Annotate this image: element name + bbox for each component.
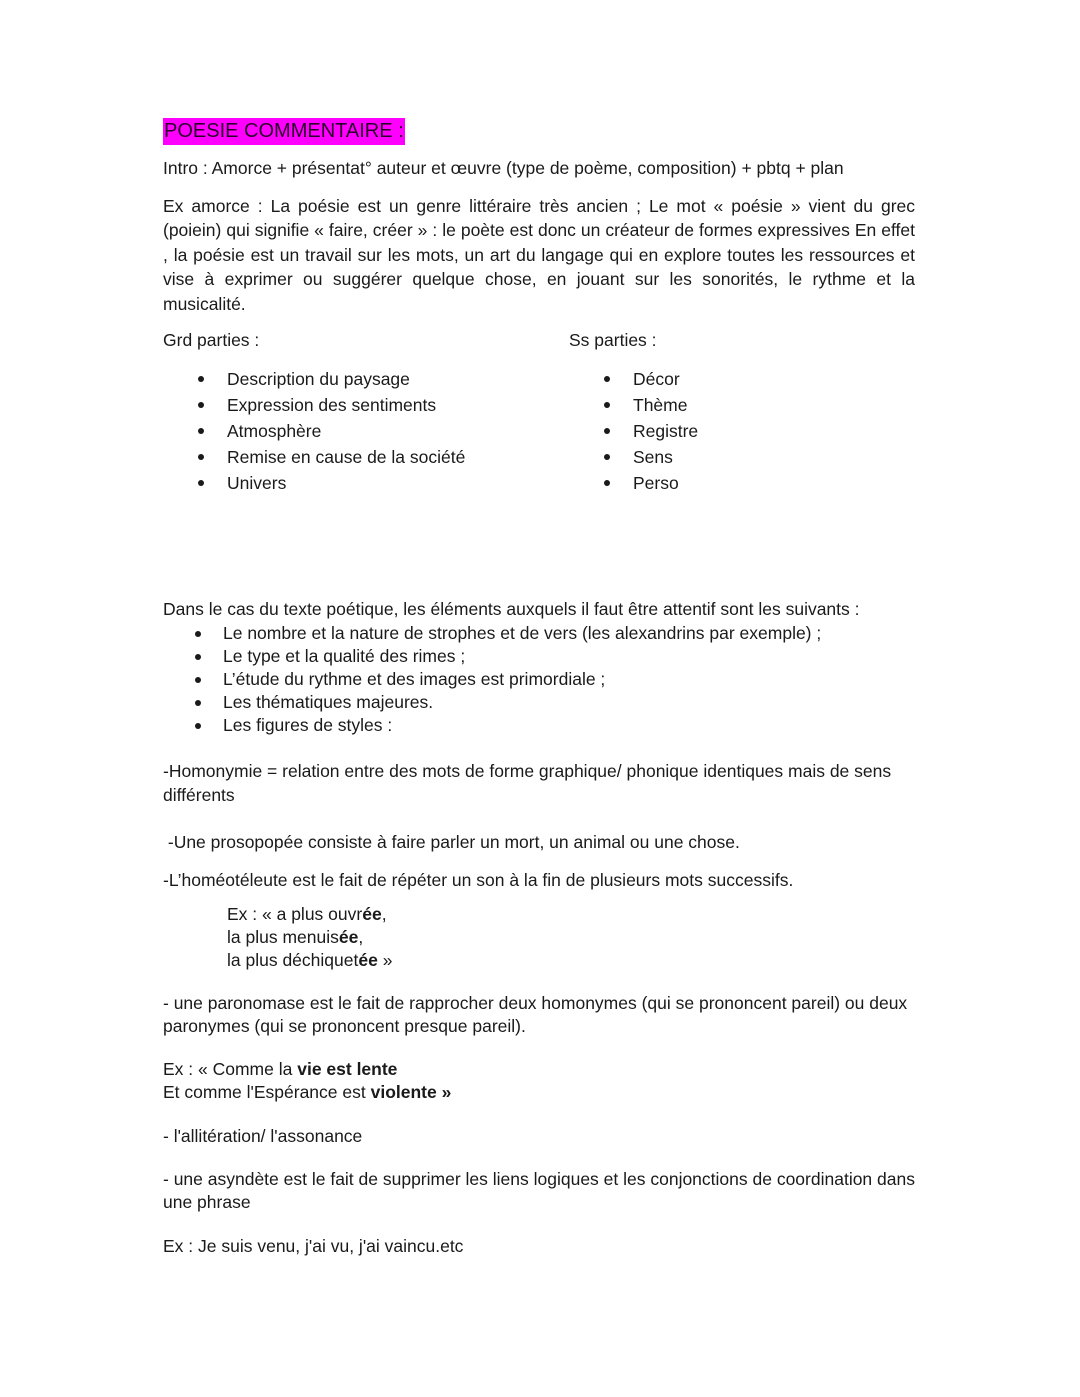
list-item: Le type et la qualité des rimes ; [163, 645, 915, 668]
list-item: Registre [569, 418, 698, 444]
title-row [163, 118, 915, 146]
homonymie-line: -Homonymie = relation entre des mots de forme graphique/ phonique identiques mais de sens différents [163, 760, 892, 805]
example-bold: ée [362, 903, 382, 924]
asyndete-example: Ex : Je suis venu, j'ai vu, j'ai vaincu.etc [163, 1236, 464, 1256]
list-item: Expression des sentiments [163, 392, 465, 418]
example-text: Et comme l'Espérance est [163, 1081, 371, 1102]
example-text: Ex : « a plus ouvr [227, 903, 363, 924]
example-bold: ée [358, 949, 378, 970]
example-bold: ée [338, 926, 359, 947]
page-title: POESIE COMMENTAIRE : [163, 118, 405, 145]
list-item: Sens [569, 444, 698, 470]
document-page [163, 118, 915, 1259]
paronomase-example [163, 1058, 915, 1104]
ss-parties-heading: Ss parties : [569, 330, 657, 350]
list-item: Atmosphère [163, 418, 465, 444]
grd-parties-heading: Grd parties : [163, 330, 260, 350]
texte-poetique-intro: Dans le cas du texte poétique, les éléments auxquels il faut être attentif sont les suivants : [163, 599, 860, 619]
list-item: Univers [163, 470, 465, 496]
prosopopee-line: -Une prosopopée consiste à faire parler un mort, un animal ou une chose. [163, 831, 740, 852]
ss-parties-list [569, 366, 698, 496]
example-line [227, 926, 915, 949]
list-item: Les thématiques majeures. [163, 691, 915, 714]
parties-columns [163, 328, 915, 493]
example-text: , [381, 903, 387, 924]
alliteration-line: - l'allitération/ l'assonance [163, 1125, 363, 1146]
example-line [163, 1058, 915, 1081]
list-item: Le nombre et la nature de strophes et de vers (les alexandrins par exemple) ; [163, 622, 915, 645]
homeoteleute-example [163, 903, 915, 972]
example-text: Ex : « Comme la [163, 1058, 298, 1079]
ex-amorce-paragraph: Ex amorce : La poésie est un genre littéraire très ancien ; Le mot « poésie » vient du grec (poiein) qui signifie « faire, créer » : le poète est donc un créateur de formes expressives En effet , la poésie est un travail sur les mots, un art du langage qui en explore toutes les ressources et vise à exprimer ou suggérer quelque chose, en jouant sur les sonorités, le rythme et la musicalité. [163, 195, 915, 314]
example-text: la plus menuis [227, 926, 339, 947]
homeoteleute-line: -L’homéotéleute est le fait de répéter un son à la fin de plusieurs mots successifs. [163, 870, 794, 890]
asyndete-paragraph: - une asyndète est le fait de supprimer les liens logiques et les conjonctions de coordination dans une phrase [163, 1169, 915, 1212]
example-bold: vie est lente [297, 1058, 398, 1079]
example-text: , [358, 926, 364, 947]
list-item: Description du paysage [163, 366, 465, 392]
texte-poetique-list [163, 622, 915, 737]
grd-parties-column [163, 328, 465, 496]
list-item: Décor [569, 366, 698, 392]
list-item: L’étude du rythme et des images est primordiale ; [163, 668, 915, 691]
example-line [227, 903, 915, 926]
example-line [227, 949, 915, 972]
list-item: Thème [569, 392, 698, 418]
list-item: Les figures de styles : [163, 714, 915, 737]
paronomase-paragraph: - une paronomase est le fait de rapprocher deux homonymes (qui se prononcent pareil) ou deux paronymes (qui se prononcent presque pareil). [163, 992, 908, 1036]
list-item: Remise en cause de la société [163, 444, 465, 470]
example-bold: violente » [370, 1081, 452, 1102]
example-text: la plus déchiquet [227, 949, 359, 970]
ss-parties-column [569, 328, 698, 496]
grd-parties-list [163, 366, 465, 496]
intro-line: Intro : Amorce + présentat° auteur et œuvre (type de poème, composition) + pbtq + plan [163, 158, 844, 178]
example-line [163, 1081, 915, 1104]
list-item: Perso [569, 470, 698, 496]
example-text: » [377, 949, 393, 970]
